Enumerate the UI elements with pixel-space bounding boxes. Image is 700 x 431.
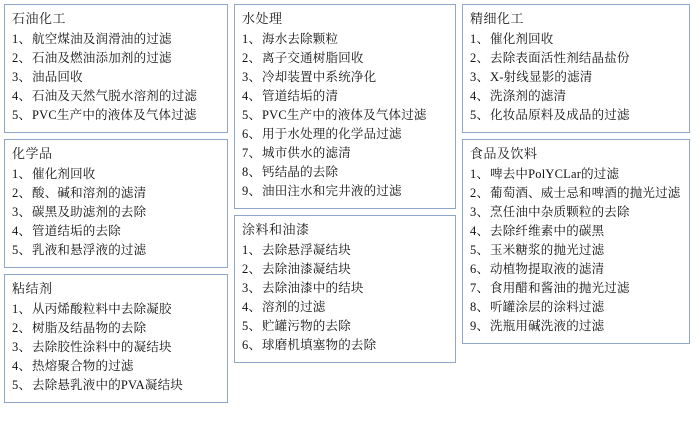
item-text: 城市供水的滤清	[262, 146, 351, 160]
item-text: 管道结垢的去除	[32, 224, 121, 238]
card-title: 水处理	[242, 11, 283, 26]
item-number: 5、	[12, 243, 32, 257]
list-item	[470, 165, 682, 184]
item-text: 乳液和悬浮液的过滤	[32, 243, 147, 257]
item-number: 6、	[242, 338, 262, 352]
item-number: 3、	[242, 70, 262, 84]
item-text: 啤去中PolYCLar的过滤	[490, 167, 620, 181]
card-title: 食品及饮料	[470, 146, 538, 161]
item-text: 钙结晶的去除	[262, 165, 339, 179]
item-text: 碳黑及助滤剂的去除	[32, 205, 147, 219]
item-number: 4、	[242, 300, 262, 314]
list-item	[242, 298, 448, 317]
item-number: 4、	[12, 359, 32, 373]
item-number: 1、	[12, 167, 32, 181]
item-text: 海水去除颗粒	[262, 32, 339, 46]
item-text: 去除纤维素中的碳黑	[490, 224, 605, 238]
list-item	[470, 30, 682, 49]
card-item-list	[242, 30, 448, 201]
item-number: 4、	[12, 224, 32, 238]
item-text: 催化剂回收	[490, 32, 554, 46]
list-item	[242, 87, 448, 106]
card-title: 粘结剂	[12, 281, 53, 296]
item-text: 去除表面活性剂结晶盐份	[490, 51, 630, 65]
list-item	[470, 68, 682, 87]
item-text: PVC生产中的液体及气体过滤	[32, 108, 197, 122]
item-number: 8、	[470, 300, 490, 314]
list-item	[470, 298, 682, 317]
item-number: 5、	[470, 243, 490, 257]
list-item	[470, 317, 682, 336]
item-text: X-射线显影的滤清	[490, 70, 593, 84]
item-text: 溶剂的过滤	[262, 300, 326, 314]
list-item	[242, 49, 448, 68]
item-text: 葡萄酒、威士忌和啤酒的抛光过滤	[490, 186, 681, 200]
item-number: 1、	[242, 243, 262, 257]
item-text: 冷却装置中系统净化	[262, 70, 377, 84]
item-number: 5、	[12, 378, 32, 392]
list-item	[242, 125, 448, 144]
item-text: 管道结垢的清	[262, 89, 339, 103]
item-text: 球磨机填塞物的去除	[262, 338, 377, 352]
item-number: 1、	[12, 302, 32, 316]
list-item	[12, 203, 220, 222]
item-number: 3、	[242, 281, 262, 295]
card-item-list	[470, 165, 682, 336]
list-item	[12, 338, 220, 357]
item-number: 1、	[242, 32, 262, 46]
list-item	[12, 357, 220, 376]
item-number: 7、	[470, 281, 490, 295]
item-text: 去除油漆中的结块	[262, 281, 364, 295]
card-title: 精细化工	[470, 11, 525, 26]
list-item	[242, 241, 448, 260]
item-text: 玉米糖浆的抛光过滤	[490, 243, 605, 257]
list-item	[470, 49, 682, 68]
list-item	[470, 222, 682, 241]
list-item	[470, 241, 682, 260]
list-item	[242, 182, 448, 201]
item-number: 1、	[12, 32, 32, 46]
list-item	[12, 68, 220, 87]
item-number: 3、	[12, 70, 32, 84]
item-text: 石油及天然气脱水溶剂的过滤	[32, 89, 198, 103]
item-text: 催化剂回收	[32, 167, 96, 181]
list-item	[242, 317, 448, 336]
card-item-list	[470, 30, 682, 125]
item-number: 2、	[242, 51, 262, 65]
item-text: 油品回收	[32, 70, 83, 84]
item-number: 2、	[12, 51, 32, 65]
list-item	[242, 144, 448, 163]
card-title: 化学品	[12, 146, 53, 161]
item-number: 2、	[470, 186, 490, 200]
card-item-list	[12, 300, 220, 395]
item-number: 9、	[470, 319, 490, 333]
list-item	[242, 279, 448, 298]
item-number: 4、	[12, 89, 32, 103]
item-text: 从丙烯酸粒料中去除凝胶	[32, 302, 172, 316]
item-number: 3、	[470, 70, 490, 84]
card-chemicals	[4, 139, 228, 268]
item-text: 贮罐污物的去除	[262, 319, 351, 333]
list-item	[12, 165, 220, 184]
item-text: 洗瓶用碱洗液的过滤	[490, 319, 605, 333]
item-number: 5、	[470, 108, 490, 122]
list-item	[470, 203, 682, 222]
list-item	[470, 184, 682, 203]
card-food-beverage	[462, 139, 690, 344]
card-petrochemical	[4, 4, 228, 133]
item-number: 3、	[12, 340, 32, 354]
list-item	[12, 376, 220, 395]
item-number: 2、	[12, 186, 32, 200]
item-text: 石油及燃油添加剂的过滤	[32, 51, 172, 65]
item-number: 5、	[242, 319, 262, 333]
card-adhesives	[4, 274, 228, 403]
item-number: 9、	[242, 184, 262, 198]
list-item	[470, 106, 682, 125]
list-item	[12, 49, 220, 68]
list-item	[12, 300, 220, 319]
item-text: 去除悬乳液中的PVA凝结块	[32, 378, 183, 392]
card-coatings-paints	[234, 215, 456, 363]
list-item	[242, 106, 448, 125]
item-number: 3、	[470, 205, 490, 219]
list-item	[470, 279, 682, 298]
item-text: PVC生产中的液体及气体过滤	[262, 108, 427, 122]
card-water-treatment	[234, 4, 456, 209]
card-item-list	[12, 165, 220, 260]
item-number: 2、	[470, 51, 490, 65]
list-item	[242, 163, 448, 182]
item-text: 食用醋和酱油的抛光过滤	[490, 281, 630, 295]
item-number: 4、	[242, 89, 262, 103]
columns-container	[4, 4, 696, 427]
item-number: 2、	[242, 262, 262, 276]
item-text: 化妆品原料及成品的过滤	[490, 108, 630, 122]
item-text: 离子交通树脂回收	[262, 51, 364, 65]
list-item	[12, 87, 220, 106]
card-title: 涂料和油漆	[242, 222, 310, 237]
column-right	[462, 4, 690, 427]
list-item	[242, 30, 448, 49]
list-item	[242, 336, 448, 355]
list-item	[12, 241, 220, 260]
list-item	[470, 260, 682, 279]
card-title: 石油化工	[12, 11, 67, 26]
list-item	[12, 222, 220, 241]
list-item	[12, 30, 220, 49]
item-text: 烹任油中杂质颗粒的去除	[490, 205, 630, 219]
item-number: 1、	[470, 167, 490, 181]
item-number: 1、	[470, 32, 490, 46]
item-text: 去除悬浮凝结块	[262, 243, 351, 257]
item-text: 动植物提取液的滤清	[490, 262, 605, 276]
column-left	[4, 4, 228, 427]
item-number: 3、	[12, 205, 32, 219]
item-number: 7、	[242, 146, 262, 160]
item-number: 4、	[470, 89, 490, 103]
item-text: 酸、碱和溶剂的滤清	[32, 186, 147, 200]
item-text: 用于水处理的化学品过滤	[262, 127, 402, 141]
card-item-list	[242, 241, 448, 355]
item-text: 航空煤油及润滑油的过滤	[32, 32, 172, 46]
item-number: 6、	[470, 262, 490, 276]
item-number: 4、	[470, 224, 490, 238]
item-text: 树脂及结晶物的去除	[32, 321, 147, 335]
item-text: 热熔聚合物的过滤	[32, 359, 134, 373]
item-number: 5、	[12, 108, 32, 122]
list-item	[470, 87, 682, 106]
list-item	[242, 68, 448, 87]
column-middle	[234, 4, 456, 427]
item-number: 6、	[242, 127, 262, 141]
list-item	[12, 319, 220, 338]
item-text: 去除胶性涂料中的凝结块	[32, 340, 172, 354]
item-number: 2、	[12, 321, 32, 335]
item-number: 8、	[242, 165, 262, 179]
item-text: 洗涤剂的滤清	[490, 89, 567, 103]
list-item	[12, 184, 220, 203]
list-item	[242, 260, 448, 279]
item-number: 5、	[242, 108, 262, 122]
item-text: 油田注水和完井液的过滤	[262, 184, 402, 198]
item-text: 去除油漆凝结块	[262, 262, 351, 276]
item-text: 听罐涂层的涂料过滤	[490, 300, 605, 314]
card-item-list	[12, 30, 220, 125]
card-fine-chemicals	[462, 4, 690, 133]
list-item	[12, 106, 220, 125]
